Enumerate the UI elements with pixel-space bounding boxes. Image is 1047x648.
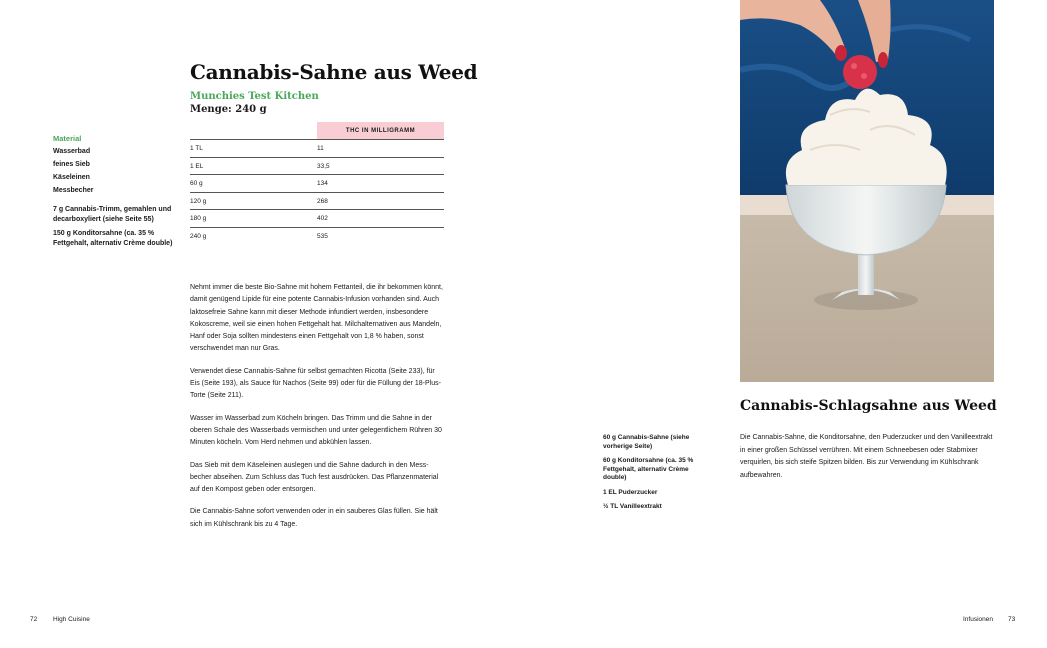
table-row	[190, 140, 444, 158]
amount-cell: 180 g	[190, 215, 207, 222]
material-sidebar	[53, 132, 178, 253]
thc-cell: 535	[317, 232, 328, 240]
thc-cell: 268	[317, 197, 328, 205]
amount-cell: 240 g	[190, 232, 207, 240]
amount-cell: 1 EL	[190, 162, 204, 170]
ingredient-item: ½ TL Vanilleextrakt	[603, 503, 662, 510]
amount-cell: 1 TL	[190, 145, 203, 152]
right-recipe-title: Cannabis-Schlagsahne aus Weed	[740, 398, 997, 414]
ingredient-item: 150 g Konditorsahne (ca. 35 % Fettgehalt, alternativ Crème double)	[53, 230, 173, 247]
thc-table-header: THC IN MILLIGRAMM	[317, 122, 444, 139]
right-recipe-body: Die Cannabis-Sahne, die Konditorsahne, den Puderzucker und den Vanilleextrakt in einer großen Schüssel verrühren. Mit einem Schneebesen oder Stabmixer verquirlen, bis sich steife Spitzen bilden. Bis zur Verwendung im Kühlschrank aufbewahren.	[740, 434, 993, 479]
material-heading: Material	[53, 134, 82, 143]
amount-cell: 120 g	[190, 197, 207, 205]
body-paragraph: Nehmt immer die beste Bio-Sahne mit hohem Fettanteil, die ihr bekommen könnt, damit genügend Lipide für eine potente Cannabis-Infusion vorhanden sind. Auch laktosefreie Sahne kann mit dieser Methode infundiert werden, insbesondere Kokoscreme, weil sie einen hohen Fettgehalt hat. Milchalternativen aus Mandeln, Hanf oder Soja sollten mindestens einen Fettgehalt von 1,8 % haben, sonst verschwendet man nur Gras.	[190, 284, 443, 353]
ingredient-item: 60 g Cannabis-Sahne (siehe vorherige Seite)	[603, 434, 690, 450]
recipe-body	[190, 282, 445, 541]
thc-cell: 402	[317, 215, 328, 222]
thc-cell: 11	[317, 145, 324, 152]
material-item: feines Sieb	[53, 161, 90, 168]
table-row	[190, 193, 444, 211]
material-item: Messbecher	[53, 187, 94, 194]
ingredient-item: 7 g Cannabis-Trimm, gemahlen und decarboxyliert (siehe Seite 55)	[53, 206, 172, 223]
table-row	[190, 175, 444, 193]
recipe-yield: Menge: 240 g	[190, 104, 267, 115]
table-row	[190, 210, 444, 228]
recipe-title: Cannabis-Sahne aus Weed	[190, 60, 478, 84]
body-paragraph: Die Cannabis-Sahne sofort verwenden oder in ein sauberes Glas füllen. Sie hält sich im Kühlschrank bis zu 4 Tage.	[190, 508, 438, 528]
thc-cell: 134	[317, 180, 328, 187]
amount-cell: 60 g	[190, 180, 203, 187]
recipe-author: Munchies Test Kitchen	[190, 91, 319, 102]
table-row	[190, 158, 444, 176]
footer-left: High Cuisine	[53, 616, 90, 623]
page-number-right: 73	[1008, 616, 1016, 623]
thc-cell: 33,5	[317, 162, 330, 170]
material-item: Wasserbad	[53, 148, 91, 155]
body-paragraph: Das Sieb mit dem Käseleinen auslegen und die Sahne dadurch in den Messbecher abseihen. Zum Schluss das Tuch fest ausdrücken. Das Pflanzenmaterial auf den Kompost geben oder entsorgen.	[190, 461, 439, 494]
whipped-cream-ingredients	[603, 434, 713, 518]
page-number-left: 72	[30, 616, 38, 623]
ingredient-item: 60 g Konditorsahne (ca. 35 % Fettgehalt, alternativ Crème double)	[603, 457, 694, 481]
thc-table	[190, 122, 444, 244]
ingredient-item: 1 EL Puderzucker	[603, 488, 658, 496]
footer-right: Infusionen	[963, 616, 993, 623]
body-paragraph: Verwendet diese Cannabis-Sahne für selbst gemachten Ricotta (Seite 233), für Eis (Seite 193), als Sauce für Nachos (Seite 99) oder für die Füllung der 18-Plus-Torte (Seite 211).	[190, 367, 441, 400]
material-item: Käseleinen	[53, 174, 90, 181]
body-paragraph: Wasser im Wasserbad zum Köcheln bringen. Das Trimm und die Sahne in der oberen Schale des Wasserbads vermischen und unter gelegentlichem Rühren 30 Minuten köcheln. Vom Herd nehmen und abkühlen lassen.	[190, 414, 442, 447]
table-row	[190, 228, 444, 245]
whipped-cream-photo	[740, 0, 994, 382]
